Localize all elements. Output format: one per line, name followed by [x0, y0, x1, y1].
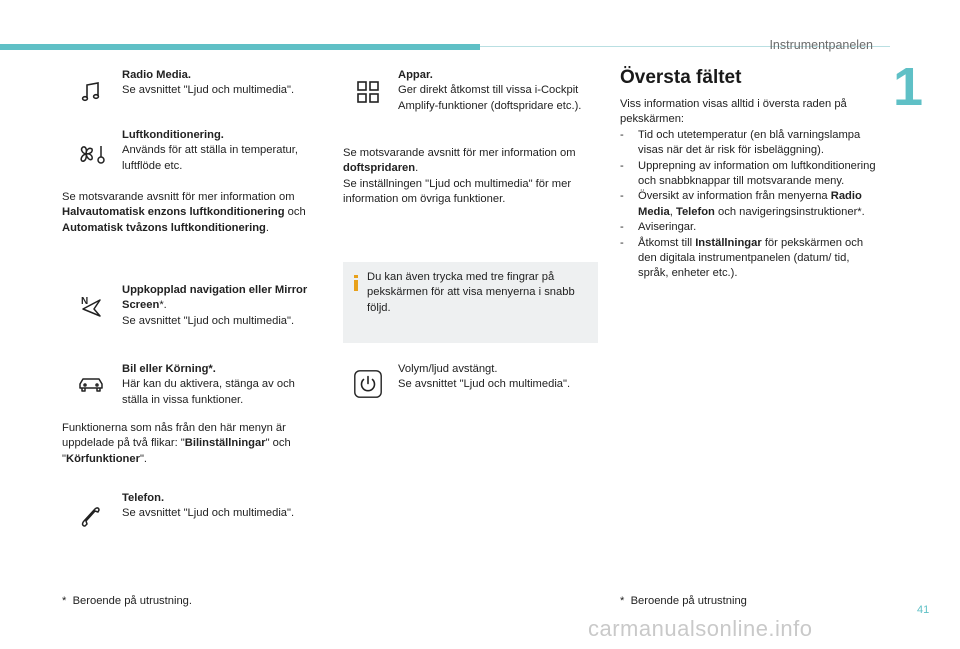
navigation-title: Uppkopplad navigation eller Mirror Screen — [122, 284, 308, 312]
car-entry — [122, 362, 322, 408]
footnote-star: * — [620, 595, 625, 607]
list-dash: - — [620, 190, 624, 203]
fragrance-ref-link: doftspridaren — [343, 162, 416, 175]
list-item-text: Tid och utetemperatur (en blå varningslampa visas när det är risk för isbeläggning). — [638, 128, 861, 157]
top-bar-heading: Översta fältet — [620, 67, 742, 88]
navigation-star: *. — [159, 299, 167, 312]
fragrance-ref-prefix: Se motsvarande avsnitt för mer information om — [343, 147, 576, 159]
aircon-ref-link-1: Halvautomatisk enzons luftkonditionering — [62, 206, 285, 219]
functions-suffix: ". — [139, 452, 148, 465]
list-item-text: och navigeringsinstruktioner*. — [714, 205, 865, 218]
list-item-text: Åtkomst till — [638, 236, 696, 249]
top-bar-section — [620, 97, 878, 282]
list-item-text: Upprepning av information om luftkonditionering och snabbknappar till motsvarande meny. — [638, 159, 876, 188]
volume-desc: Se avsnittet "Ljud och multimedia". — [398, 378, 571, 391]
list-dash: - — [620, 236, 624, 249]
list-item-text: Aviseringar. — [638, 221, 697, 234]
footnote-text: Beroende på utrustning — [630, 595, 747, 607]
svg-text:N: N — [81, 296, 89, 307]
car-icon — [77, 372, 105, 396]
aircon-ref-link-2: Automatisk tvåzons luftkonditionering — [62, 221, 266, 234]
list-item-bold: Telefon — [675, 205, 715, 218]
footnote-star: * — [62, 595, 67, 607]
list-item-text: Översikt av information från menyerna — [638, 190, 831, 203]
power-icon — [354, 370, 382, 398]
apps-grid-icon — [356, 80, 380, 104]
volume-entry — [398, 362, 598, 393]
navigation-desc: Se avsnittet "Ljud och multimedia". — [122, 314, 295, 327]
functions-tab-1: Bilinställningar — [184, 437, 266, 450]
functions-tab-2: Körfunktioner — [65, 452, 140, 465]
info-icon — [352, 275, 360, 291]
list-item — [620, 189, 878, 220]
header-accent-bar — [0, 44, 480, 50]
navigation-arrow-icon — [79, 294, 103, 318]
apps-desc: Ger direkt åtkomst till vissa i-Cockpit Amplify-funktioner (doftspridare etc.). — [398, 84, 582, 112]
top-bar-intro: Viss information visas alltid i översta raden på pekskärmen: — [620, 98, 847, 126]
aircon-desc: Används för att ställa in temperatur, luftflöde etc. — [122, 144, 298, 172]
list-item-text: för pekskärmen och den digitala instrumentpanelen (datum/ tid, språk, enheter etc.). — [638, 236, 864, 280]
section-title: Instrumentpanelen — [769, 38, 873, 52]
list-item-bold: Inställningar — [695, 236, 762, 249]
phone-entry — [122, 491, 322, 522]
aircon-entry — [122, 128, 322, 174]
car-desc: Här kan du aktivera, stänga av och ställa in vissa funktioner. — [122, 378, 295, 406]
list-item — [620, 128, 878, 159]
functions-paragraph — [62, 421, 327, 467]
functions-mid: " och " — [62, 437, 291, 465]
apps-entry — [398, 68, 598, 114]
radio-media-desc: Se avsnittet "Ljud och multimedia". — [122, 84, 295, 97]
fragrance-ref-suffix: . — [415, 162, 419, 175]
aircon-ref-mid: och — [287, 206, 306, 219]
list-dash: - — [620, 128, 624, 141]
watermark: carmanualsonline.info — [588, 616, 813, 641]
volume-title: Volym/ljud avstängt. — [398, 363, 498, 375]
footnote-left — [62, 594, 327, 609]
aircon-ref-suffix: . — [265, 221, 269, 234]
fragrance-ref-line2: Se inställningen "Ljud och multimedia" för mer information om övriga funktioner. — [343, 177, 572, 206]
fan-temperature-icon — [76, 142, 110, 166]
car-title: Bil eller Körning*. — [122, 363, 216, 375]
radio-media-entry — [122, 68, 322, 99]
page-number: 41 — [917, 604, 930, 616]
top-bar-list — [620, 128, 878, 282]
list-item-sep: , — [669, 205, 676, 218]
phone-title: Telefon. — [122, 492, 165, 504]
aircon-title: Luftkonditionering. — [122, 129, 224, 141]
info-text: Du kan även trycka med tre fingrar på pekskärmen för att visa menyerna i snabb följd. — [367, 271, 575, 314]
list-dash: - — [620, 221, 624, 234]
list-item — [620, 159, 878, 190]
footnote-right — [620, 594, 878, 609]
list-item — [620, 236, 878, 282]
navigation-entry — [122, 283, 322, 329]
list-item-bold: Radio Media — [638, 190, 862, 218]
phone-desc: Se avsnittet "Ljud och multimedia". — [122, 507, 295, 520]
list-dash: - — [620, 159, 624, 172]
functions-prefix: Funktionerna som nås från den här menyn är uppdelade på två flikar: " — [62, 422, 286, 450]
apps-title: Appar. — [398, 69, 433, 81]
radio-media-title: Radio Media. — [122, 69, 191, 81]
list-item — [620, 220, 878, 235]
fragrance-reference — [343, 146, 601, 208]
footnote-text: Beroende på utrustning. — [72, 595, 192, 607]
aircon-ref-prefix: Se motsvarande avsnitt för mer information om — [62, 191, 295, 203]
phone-icon — [79, 505, 103, 529]
aircon-reference — [62, 190, 327, 236]
music-note-icon — [79, 80, 103, 104]
chapter-number: 1 — [893, 57, 924, 117]
